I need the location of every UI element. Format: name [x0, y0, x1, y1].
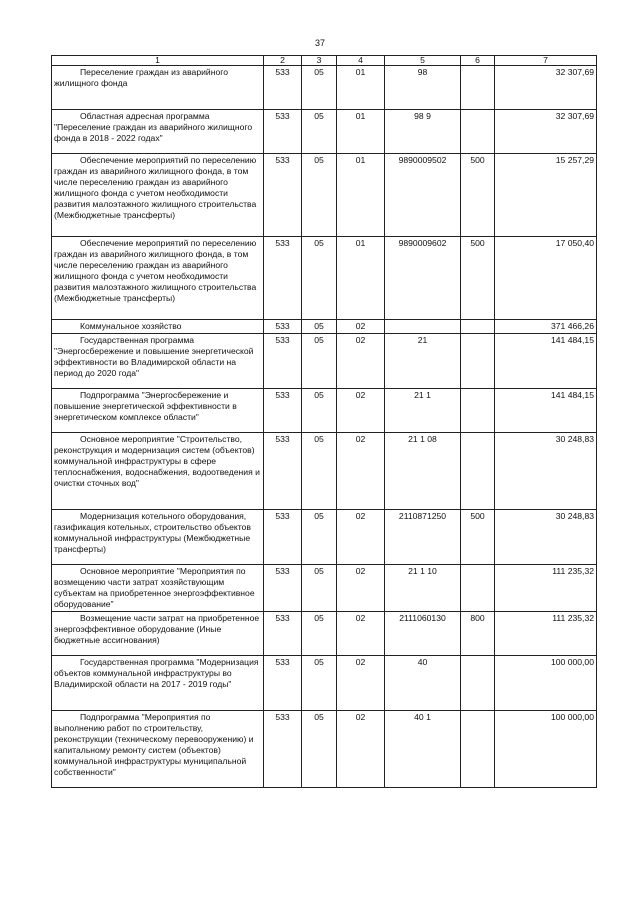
header-col-6: 6 — [461, 56, 495, 66]
row-name-text: Обеспечение мероприятий по переселению граждан из аварийного жилищного фонда, в том числе переселению граждан из аварийного жилищного фонда с учетом необходимости развития малоэтажного жилищного строительства (Межбюджетные трансферты) — [54, 238, 257, 303]
expense-type-cell: 500 — [461, 154, 495, 237]
admin-code-cell: 533 — [264, 320, 302, 334]
budget-table — [51, 55, 597, 788]
section-cell: 05 — [302, 389, 337, 433]
expense-type-cell: 800 — [461, 612, 495, 656]
row-name-text: Государственная программа "Энергосбережение и повышение энергетической эффективности во Владимирской области на период до 2020 года" — [54, 335, 254, 378]
target-article-cell: 40 1 — [385, 711, 461, 788]
target-article-cell: 21 — [385, 334, 461, 389]
row-name-cell — [52, 237, 264, 320]
subsection-cell: 02 — [337, 711, 385, 788]
target-article-cell: 21 1 10 — [385, 565, 461, 612]
subsection-cell: 02 — [337, 389, 385, 433]
admin-code-cell: 533 — [264, 237, 302, 320]
section-cell: 05 — [302, 510, 337, 565]
amount-cell: 30 248,83 — [495, 510, 597, 565]
expense-type-cell — [461, 320, 495, 334]
table-row — [52, 237, 597, 320]
admin-code-cell: 533 — [264, 433, 302, 510]
admin-code-cell: 533 — [264, 110, 302, 154]
amount-cell: 111 235,32 — [495, 565, 597, 612]
table-row — [52, 612, 597, 656]
subsection-cell: 02 — [337, 656, 385, 711]
header-col-4: 4 — [337, 56, 385, 66]
row-name-text: Подпрограмма "Энергосбережение и повышение энергетической эффективности в энергетическом комплексе области" — [54, 390, 237, 422]
expense-type-cell — [461, 656, 495, 711]
row-name-text: Переселение граждан из аварийного жилищного фонда — [54, 67, 228, 88]
amount-cell: 17 050,40 — [495, 237, 597, 320]
row-name-cell — [52, 320, 264, 334]
subsection-cell: 01 — [337, 110, 385, 154]
header-col-3: 3 — [302, 56, 337, 66]
row-name-cell — [52, 711, 264, 788]
section-cell: 05 — [302, 110, 337, 154]
subsection-cell: 02 — [337, 433, 385, 510]
row-name-cell — [52, 66, 264, 110]
amount-cell: 141 484,15 — [495, 334, 597, 389]
admin-code-cell: 533 — [264, 565, 302, 612]
amount-cell: 141 484,15 — [495, 389, 597, 433]
page-number: 37 — [314, 38, 325, 48]
admin-code-cell: 533 — [264, 66, 302, 110]
admin-code-cell: 533 — [264, 656, 302, 711]
row-name-text: Коммунальное хозяйство — [80, 321, 182, 331]
row-name-text: Модернизация котельного оборудования, газификация котельных, строительство объектов коммунальной инфраструктуры (Межбюджетные трансферты) — [54, 511, 251, 554]
row-name-text: Подпрограмма "Мероприятия по выполнению работ по строительству, реконструкции (техническому перевооружению) и капитальному ремонту систем (объектов) коммунальной инфраструктуры муниципальной собственности" — [54, 712, 254, 777]
expense-type-cell — [461, 711, 495, 788]
expense-type-cell — [461, 66, 495, 110]
header-col-2: 2 — [264, 56, 302, 66]
expense-type-cell — [461, 565, 495, 612]
section-cell: 05 — [302, 154, 337, 237]
row-name-text: Государственная программа "Модернизация объектов коммунальной инфраструктуры во Владимирской области на 2017 - 2019 годы" — [54, 657, 259, 689]
table-header-row — [52, 56, 597, 66]
subsection-cell: 01 — [337, 237, 385, 320]
row-name-text: Обеспечение мероприятий по переселению граждан из аварийного жилищного фонда, в том числе переселению граждан из аварийного жилищного фонда с учетом необходимости развития малоэтажного жилищного строительства (Межбюджетные трансферты) — [54, 155, 257, 220]
subsection-cell: 01 — [337, 66, 385, 110]
admin-code-cell: 533 — [264, 154, 302, 237]
table-row — [52, 565, 597, 612]
section-cell: 05 — [302, 711, 337, 788]
table-row — [52, 510, 597, 565]
admin-code-cell: 533 — [264, 612, 302, 656]
section-cell: 05 — [302, 656, 337, 711]
expense-type-cell — [461, 433, 495, 510]
subsection-cell: 02 — [337, 565, 385, 612]
row-name-text: Основное мероприятие "Мероприятия по возмещению части затрат хозяйствующим субъектам на приобретенное энергоэффективное оборудование" — [54, 566, 255, 609]
section-cell: 05 — [302, 66, 337, 110]
amount-cell: 100 000,00 — [495, 711, 597, 788]
expense-type-cell — [461, 334, 495, 389]
target-article-cell: 21 1 — [385, 389, 461, 433]
admin-code-cell: 533 — [264, 510, 302, 565]
table-row — [52, 66, 597, 110]
section-cell: 05 — [302, 237, 337, 320]
subsection-cell: 02 — [337, 510, 385, 565]
target-article-cell: 21 1 08 — [385, 433, 461, 510]
row-name-cell — [52, 110, 264, 154]
amount-cell: 32 307,69 — [495, 66, 597, 110]
subsection-cell: 01 — [337, 154, 385, 237]
header-col-7: 7 — [495, 56, 597, 66]
expense-type-cell — [461, 110, 495, 154]
admin-code-cell: 533 — [264, 334, 302, 389]
subsection-cell: 02 — [337, 612, 385, 656]
row-name-cell — [52, 612, 264, 656]
amount-cell: 30 248,83 — [495, 433, 597, 510]
table-row — [52, 154, 597, 237]
target-article-cell: 2110871250 — [385, 510, 461, 565]
table-row — [52, 656, 597, 711]
table-row — [52, 433, 597, 510]
section-cell: 05 — [302, 433, 337, 510]
row-name-cell — [52, 565, 264, 612]
section-cell: 05 — [302, 334, 337, 389]
header-col-1: 1 — [52, 56, 264, 66]
row-name-cell — [52, 510, 264, 565]
admin-code-cell: 533 — [264, 389, 302, 433]
table-row — [52, 334, 597, 389]
admin-code-cell: 533 — [264, 711, 302, 788]
row-name-cell — [52, 154, 264, 237]
target-article-cell — [385, 320, 461, 334]
expense-type-cell: 500 — [461, 237, 495, 320]
table-row — [52, 389, 597, 433]
target-article-cell: 40 — [385, 656, 461, 711]
table-row — [52, 320, 597, 334]
target-article-cell: 9890009602 — [385, 237, 461, 320]
subsection-cell: 02 — [337, 320, 385, 334]
row-name-text: Основное мероприятие "Строительство, реконструкция и модернизация систем (объектов) коммунальной инфраструктуры в сфере теплоснабжения, водоснабжения, водоотведения и очистки сточных вод" — [54, 434, 260, 488]
row-name-cell — [52, 656, 264, 711]
row-name-cell — [52, 334, 264, 389]
subsection-cell: 02 — [337, 334, 385, 389]
target-article-cell: 98 — [385, 66, 461, 110]
row-name-cell — [52, 433, 264, 510]
target-article-cell: 98 9 — [385, 110, 461, 154]
amount-cell: 111 235,32 — [495, 612, 597, 656]
section-cell: 05 — [302, 612, 337, 656]
amount-cell: 15 257,29 — [495, 154, 597, 237]
row-name-text: Возмещение части затрат на приобретенное энергоэффективное оборудование (Иные бюджетные ассигнования) — [54, 613, 260, 645]
expense-type-cell — [461, 389, 495, 433]
section-cell: 05 — [302, 320, 337, 334]
amount-cell: 371 466,26 — [495, 320, 597, 334]
row-name-text: Областная адресная программа "Переселение граждан из аварийного жилищного фонда в 2018 - 2022 годах" — [54, 111, 253, 143]
target-article-cell: 9890009502 — [385, 154, 461, 237]
table-row — [52, 711, 597, 788]
row-name-cell — [52, 389, 264, 433]
header-col-5: 5 — [385, 56, 461, 66]
expense-type-cell: 500 — [461, 510, 495, 565]
target-article-cell: 2111060130 — [385, 612, 461, 656]
amount-cell: 100 000,00 — [495, 656, 597, 711]
section-cell: 05 — [302, 565, 337, 612]
amount-cell: 32 307,69 — [495, 110, 597, 154]
table-row — [52, 110, 597, 154]
